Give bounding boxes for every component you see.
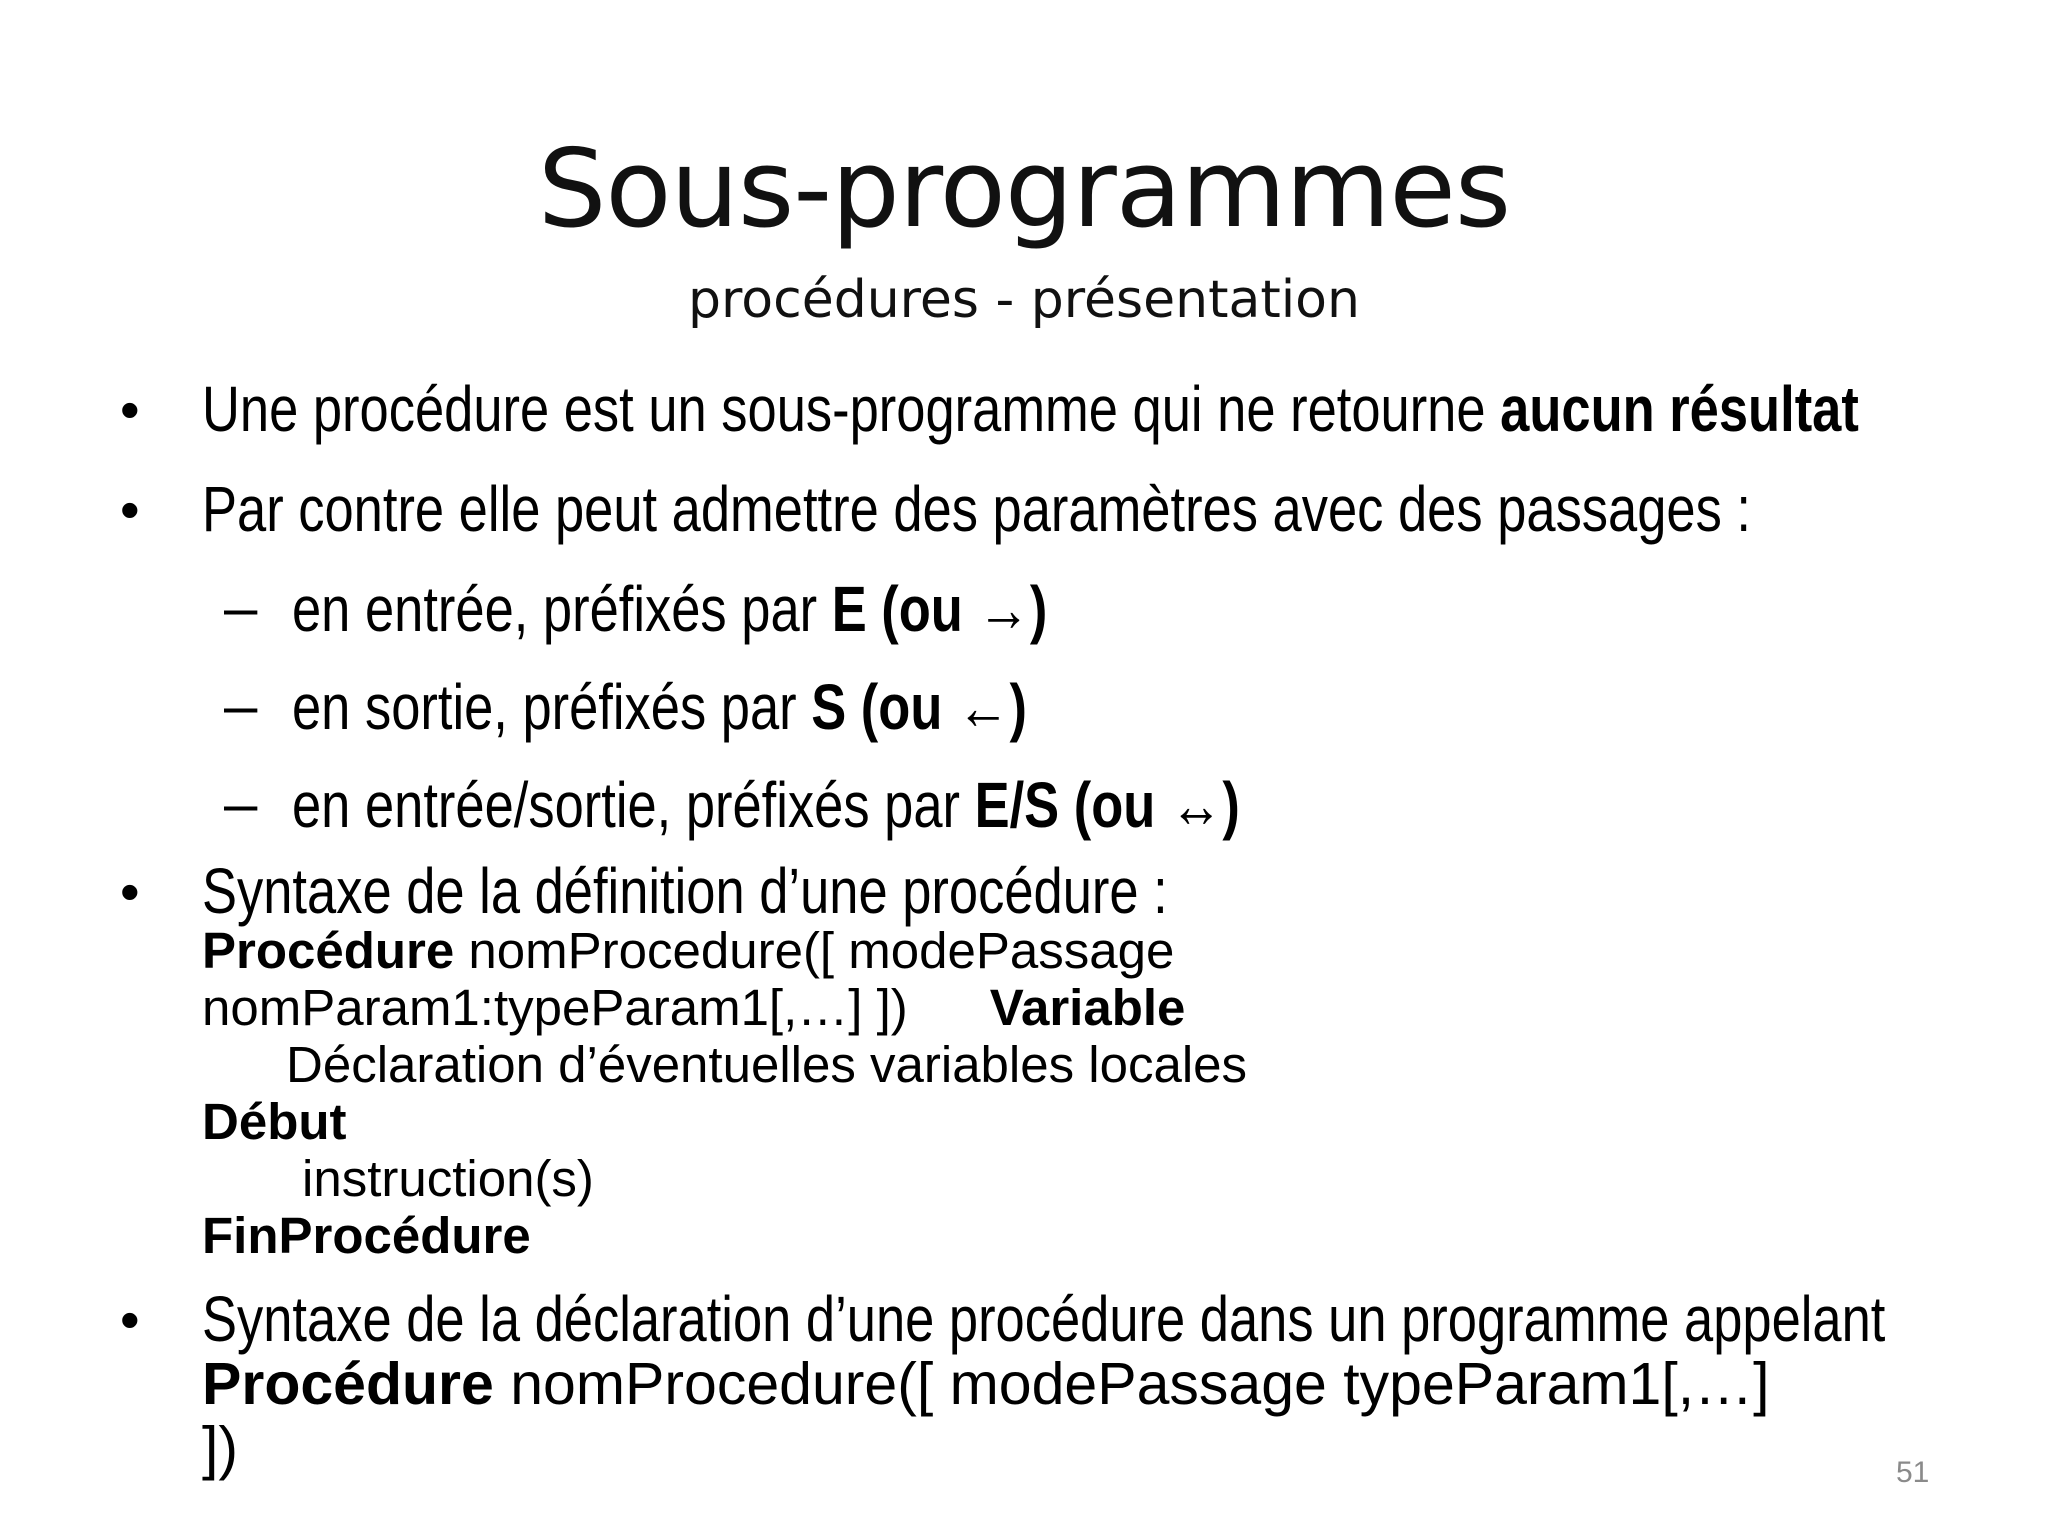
code-line-3 xyxy=(286,1036,1247,1093)
sub-bullet-3-bold: E/S (ou ↔) xyxy=(974,769,1240,841)
keyword-finprocedure: FinProcédure xyxy=(202,1207,531,1264)
code-signature-start: nomProcedure([ modePassage xyxy=(454,922,1175,979)
bullet-4-text: Syntaxe de la déclaration d’une procédure dans un programme appelant xyxy=(202,1283,1886,1355)
code-signature-end: nomParam1:typeParam1[,…] ]) xyxy=(202,979,908,1036)
sub-bullet-2-text: en sortie, préfixés par xyxy=(292,671,812,743)
slide-subtitle: procédures - présentation xyxy=(688,270,1360,330)
dash-marker: – xyxy=(224,574,258,641)
keyword-debut: Début xyxy=(202,1093,347,1150)
code-instructions: instruction(s) xyxy=(302,1150,594,1207)
declaration-line-2 xyxy=(202,1416,238,1480)
sub-bullet-3-text: en entrée/sortie, préfixés par xyxy=(292,769,975,841)
bullet-2 xyxy=(202,474,2048,544)
code-line-4 xyxy=(202,1093,346,1150)
code-line-2 xyxy=(202,979,1185,1036)
bullet-3 xyxy=(202,856,1380,926)
bullet-1-bold: aucun résultat xyxy=(1500,373,1859,445)
sub-bullet-1 xyxy=(292,574,1213,644)
keyword-procedure: Procédure xyxy=(202,922,455,979)
code-line-1 xyxy=(202,922,1174,979)
keyword-variable: Variable xyxy=(989,979,1186,1036)
sub-bullet-1-bold: E (ou →) xyxy=(831,573,1048,645)
bullet-dot: • xyxy=(120,860,140,923)
bullet-2-text: Par contre elle peut admettre des paramètres avec des passages : xyxy=(202,473,1752,545)
code-line-6 xyxy=(202,1207,531,1264)
page-number: 51 xyxy=(1896,1456,1930,1489)
dash-marker: – xyxy=(224,770,258,837)
bullet-dot: • xyxy=(120,378,140,441)
sub-bullet-3 xyxy=(292,770,1448,840)
bullet-dot: • xyxy=(120,478,140,541)
bullet-1-text: Une procédure est un sous-programme qui ne retourne xyxy=(202,373,1501,445)
sub-bullet-2 xyxy=(292,672,1188,742)
slide-title: Sous-programmes xyxy=(537,127,1511,252)
declaration-signature: nomProcedure([ modePassage typeParam1[,…] xyxy=(493,1351,1770,1417)
code-line-5 xyxy=(302,1150,594,1207)
code-variables-comment: Déclaration d’éventuelles variables locales xyxy=(286,1036,1248,1093)
keyword-procedure-decl: Procédure xyxy=(202,1351,494,1417)
bullet-3-text: Syntaxe de la définition d’une procédure : xyxy=(202,855,1168,927)
sub-bullet-2-bold: S (ou ←) xyxy=(811,671,1027,743)
sub-bullet-1-text: en entrée, préfixés par xyxy=(292,573,832,645)
bullet-dot: • xyxy=(120,1288,140,1351)
bullet-1 xyxy=(202,374,2048,444)
bullet-4 xyxy=(202,1284,2048,1354)
declaration-line-1 xyxy=(202,1352,1770,1416)
dash-marker: – xyxy=(224,672,258,739)
declaration-end: ]) xyxy=(202,1415,239,1481)
